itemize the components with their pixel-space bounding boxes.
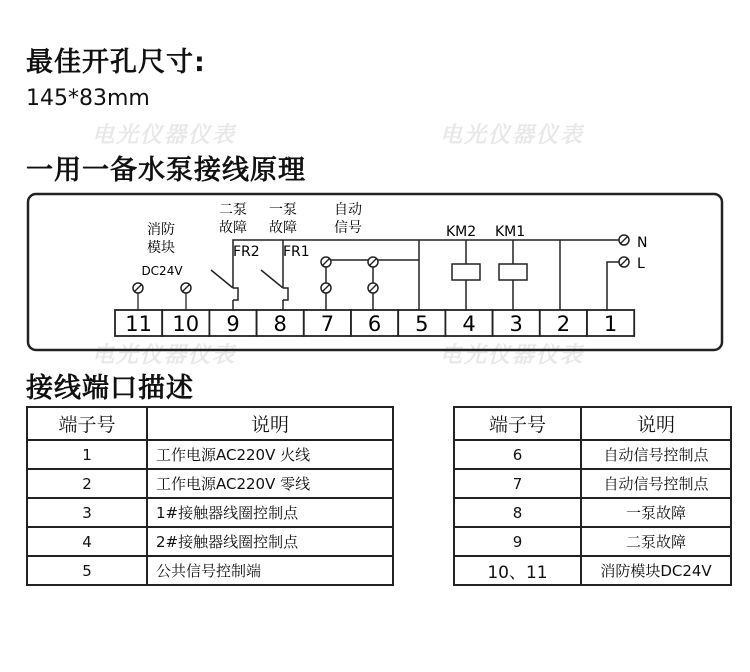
terminal-description: 公共信号控制端 <box>147 556 393 585</box>
header-terminal: 端子号 <box>27 407 147 440</box>
cutout-title: 最佳开孔尺寸: <box>26 47 206 78</box>
pump1-fault-label-2: 故障 <box>269 220 297 236</box>
terminal-number: 3 <box>27 498 147 527</box>
wiring-diagram <box>26 192 726 354</box>
fire-module-label-2: 模块 <box>147 240 175 256</box>
table-row <box>454 469 731 498</box>
pump2-fault-label-1: 二泵 <box>219 202 247 218</box>
terminal-number: 4 <box>27 527 147 556</box>
terminal-number: 9 <box>454 527 581 556</box>
terminal-number-label: 4 <box>462 312 476 336</box>
table-row <box>454 498 731 527</box>
cutout-size: 145*83mm <box>26 86 150 111</box>
terminal-number: 6 <box>454 440 581 469</box>
watermark: 电光仪器仪表 <box>440 342 585 368</box>
terminal-description: 自动信号控制点 <box>581 469 731 498</box>
terminal-number-label: 9 <box>226 312 240 336</box>
fire-module-label-1: 消防 <box>147 222 175 238</box>
terminal-number: 8 <box>454 498 581 527</box>
terminal-description: 消防模块DC24V <box>581 556 731 585</box>
fr2-label: FR2 <box>233 244 260 260</box>
km2-label: KM2 <box>446 224 477 240</box>
port-table-right <box>453 406 732 586</box>
terminal-number-label: 7 <box>320 312 335 336</box>
terminal-description: 自动信号控制点 <box>581 440 731 469</box>
terminal-number: 7 <box>454 469 581 498</box>
terminal-description: 工作电源AC220V 火线 <box>147 440 393 469</box>
km1-label: KM1 <box>495 224 526 240</box>
terminal-number: 5 <box>27 556 147 585</box>
header-description: 说明 <box>581 407 731 440</box>
auto-signal-label-2: 信号 <box>334 220 362 236</box>
terminal-number-label: 1 <box>603 312 618 336</box>
port-table-left <box>26 406 394 586</box>
table-row <box>27 469 393 498</box>
table-row <box>27 556 393 585</box>
pump2-fault-label-2: 故障 <box>219 220 247 236</box>
table-row <box>454 556 731 585</box>
terminal-number-label: 6 <box>367 312 382 336</box>
watermark: 电光仪器仪表 <box>92 342 237 368</box>
auto-signal-label-1: 自动 <box>334 202 362 218</box>
l-label: L <box>637 256 645 272</box>
table-row <box>27 498 393 527</box>
terminal-number-label: 5 <box>415 312 429 336</box>
table-row <box>27 440 393 469</box>
terminal-description: 2#接触器线圈控制点 <box>147 527 393 556</box>
terminal-description: 二泵故障 <box>581 527 731 556</box>
fr1-label: FR1 <box>283 244 310 260</box>
n-label: N <box>637 235 648 251</box>
header-description: 说明 <box>147 407 393 440</box>
terminal-number-label: 10 <box>172 312 200 336</box>
terminal-number: 1 <box>27 440 147 469</box>
pump1-fault-label-1: 一泵 <box>269 202 297 218</box>
table-row <box>27 527 393 556</box>
ports-title: 接线端口描述 <box>26 373 194 404</box>
terminal-number-label: 3 <box>509 312 523 336</box>
terminal-block <box>115 310 634 336</box>
wiring-title: 一用一备水泵接线原理 <box>26 155 306 186</box>
terminal-number: 2 <box>27 469 147 498</box>
terminal-description: 1#接触器线圈控制点 <box>147 498 393 527</box>
table-row <box>454 440 731 469</box>
table-row <box>454 527 731 556</box>
terminal-number: 10、11 <box>454 556 581 585</box>
terminal-number-label: 2 <box>556 312 571 336</box>
dc24v-label: DC24V <box>141 264 183 278</box>
watermark: 电光仪器仪表 <box>440 122 585 148</box>
terminal-description: 工作电源AC220V 零线 <box>147 469 393 498</box>
header-terminal: 端子号 <box>454 407 581 440</box>
terminal-number-label: 11 <box>125 312 152 336</box>
watermark: 电光仪器仪表 <box>92 122 237 148</box>
terminal-description: 一泵故障 <box>581 498 731 527</box>
terminal-number-label: 8 <box>273 312 287 336</box>
